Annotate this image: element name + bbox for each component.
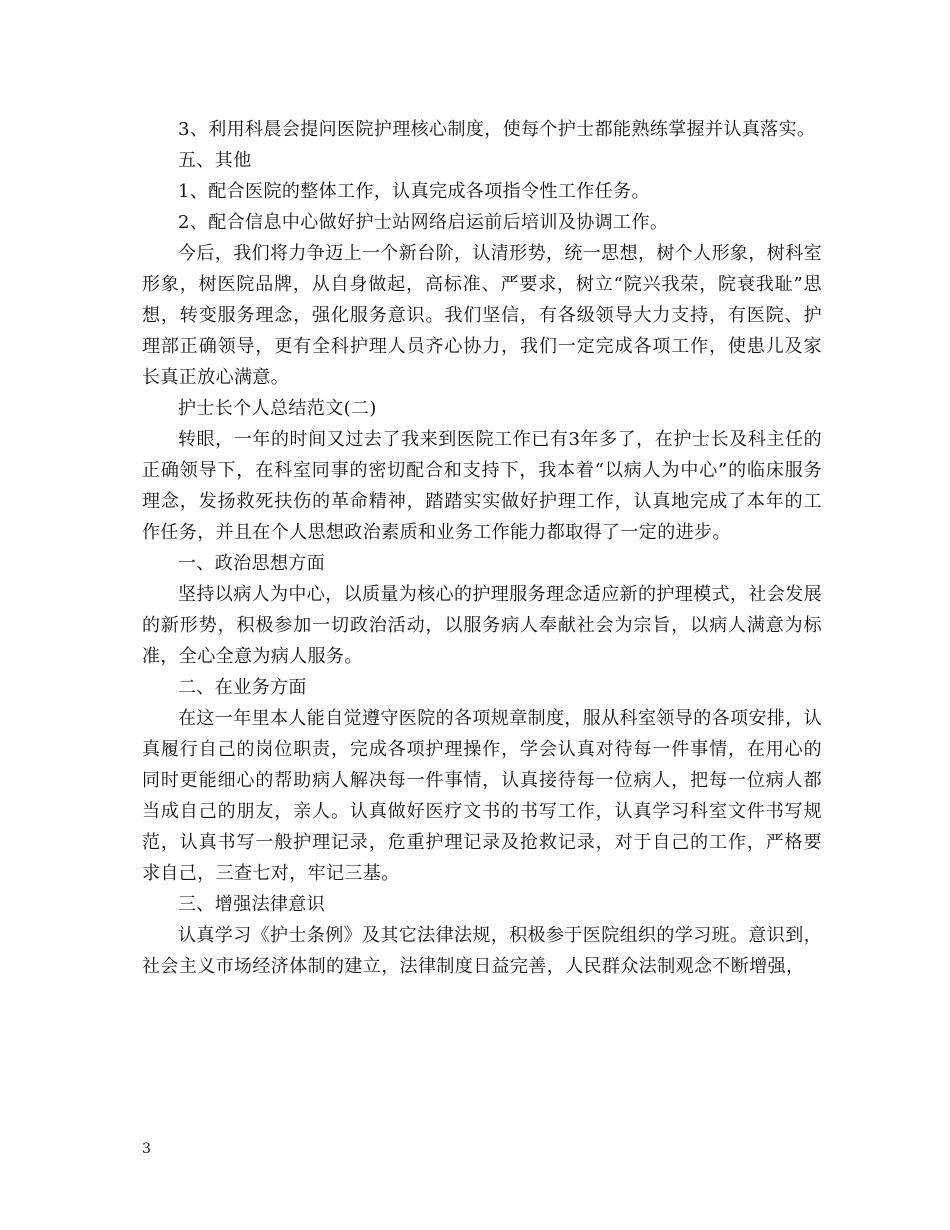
page-number: 3 [142, 1141, 151, 1157]
paragraph-legal: 认真学习《护士条例》及其它法律法规，积极参于医院组织的学习班。意识到，社会主义市场经济体制的建立，法律制度日益完善，人民群众法制观念不断增强， [142, 925, 822, 977]
paragraph-political: 坚持以病人为中心，以质量为核心的护理服务理念适应新的护理模式，社会发展的新形势，积极参加一切政治活动，以服务病人奉献社会为宗旨，以病人满意为标准，全心全意为病人服务。 [142, 584, 822, 667]
section-heading-political: 一、政治思想方面 [178, 553, 326, 574]
paragraph-introduction: 转眼，一年的时间又过去了我来到医院工作已有3年多了，在护士长及科主任的正确领导下，在科室同事的密切配合和支持下，我本着“以病人为中心”的临床服务理念，发扬救死扶伤的革命精神，踏踏实实做好护理工作，认真地完成了本年的工作任务，并且在个人思想政治素质和业务工作能力都取得了一定的进步。 [142, 429, 822, 543]
paragraph-business: 在这一年里本人能自觉遵守医院的各项规章制度，服从科室领导的各项安排，认真履行自己的岗位职责，完成各项护理操作，学会认真对待每一件事情，在用心的同时更能细心的帮助病人解决每一件事情，认真接待每一位病人，把每一位病人都当成自己的朋友，亲人。认真做好医疗文书的书写工作，认真学习科室文件书写规范，认真书写一般护理记录，危重护理记录及抢救记录，对于自己的工作，严格要求自己，三查七对，牢记三基。 [142, 708, 822, 884]
paragraph-item-1: 1、配合医院的整体工作，认真完成各项指令性工作任务。 [178, 181, 650, 202]
section-heading-business: 二、在业务方面 [178, 677, 307, 698]
paragraph-item-2: 2、配合信息中心做好护士站网络启运前后培训及协调工作。 [178, 212, 669, 233]
section-heading-other: 五、其他 [178, 150, 252, 171]
document-body [142, 114, 822, 982]
paragraph-future-plans: 今后，我们将力争迈上一个新台阶，认清形势，统一思想，树个人形象，树科室形象，树医院品牌，从自身做起，高标准、严要求，树立“院兴我荣，院衰我耻”思想，转变服务理念，强化服务意识。我们坚信，有各级领导大力支持，有医院、护理部正确领导，更有全科护理人员齐心协力，我们一定完成各项工作，使患儿及家长真正放心满意。 [142, 243, 822, 388]
section-heading-legal: 三、增强法律意识 [178, 894, 326, 915]
paragraph-item-3: 3、利用科晨会提问医院护理核心制度，使每个护士都能熟练掌握并认真落实。 [178, 119, 816, 140]
document-subtitle: 护士长个人总结范文(二) [178, 398, 377, 419]
